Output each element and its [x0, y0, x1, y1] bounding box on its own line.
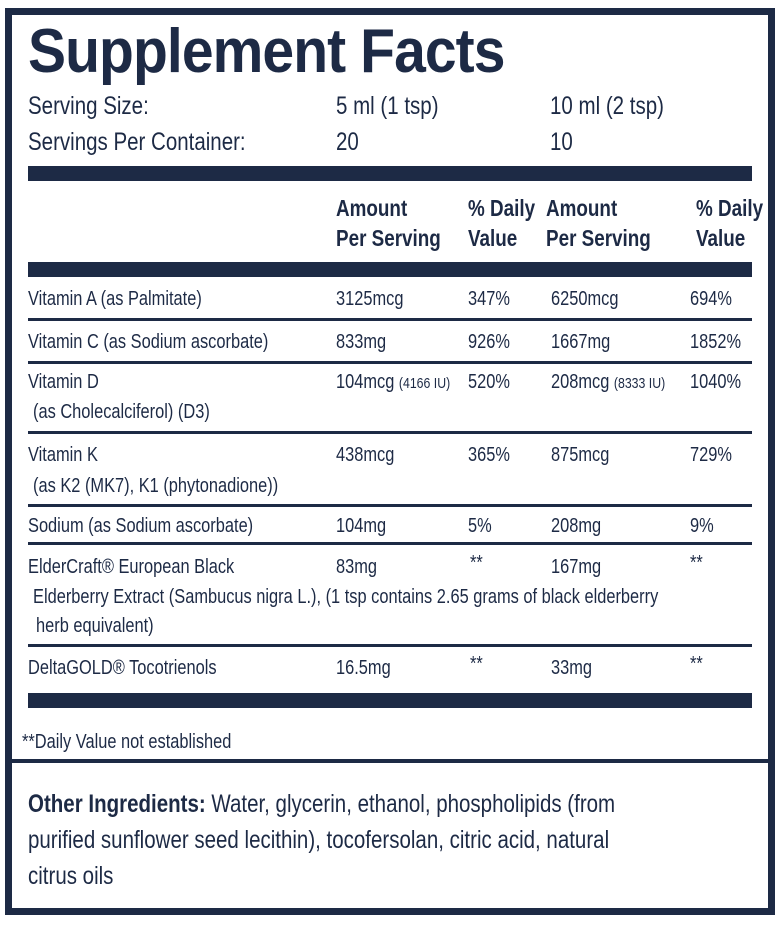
daily-value-2: 694% — [690, 288, 732, 310]
amount-1: 104mcg (4166 IU) — [336, 371, 451, 393]
amount-1: 3125mcg — [336, 288, 404, 310]
divider-bar — [28, 166, 752, 181]
nutrient-name: Vitamin A (as Palmitate) — [28, 288, 202, 310]
daily-value-1: 347% — [468, 288, 510, 310]
header-amount-2: Amount Per Serving — [546, 195, 651, 251]
nutrient-source-cont: herb equivalent) — [36, 615, 154, 637]
daily-value-1: ** — [470, 552, 483, 574]
header-amount-1: Amount Per Serving — [336, 195, 441, 251]
row-divider — [28, 504, 752, 507]
nutrient-name: Vitamin D — [28, 371, 99, 393]
daily-value-2: 1040% — [690, 371, 742, 393]
amount-1: 104mg — [336, 515, 387, 537]
daily-value-1: 520% — [468, 371, 510, 393]
nutrient-source: (as Cholecalciferol) (D3) — [33, 401, 210, 423]
divider-bar — [28, 693, 752, 708]
daily-value-1: 926% — [468, 331, 510, 353]
daily-value-2: ** — [690, 653, 703, 675]
daily-value-2: 9% — [690, 515, 714, 537]
amount-2: 875mcg — [551, 444, 610, 466]
footnote: **Daily Value not established — [22, 731, 232, 753]
other-ingredients: Other Ingredients: Water, glycerin, ethanol, phospholipids (from purified sunflower seed lecithin), tocofersolan, citric acid, natural citrus oils — [28, 790, 616, 890]
daily-value-2: 729% — [690, 444, 732, 466]
servings-per-container-1: 20 — [336, 128, 359, 156]
iu-1: (4166 IU) — [398, 375, 451, 392]
nutrient-source: (as K2 (MK7), K1 (phytonadione)) — [33, 475, 279, 497]
servings-per-container-label: Servings Per Container: — [28, 128, 246, 156]
amount-2: 208mg — [551, 515, 602, 537]
daily-value-1: 5% — [468, 515, 492, 537]
daily-value-2: ** — [690, 552, 703, 574]
header-dv-1: % Daily Value — [468, 195, 536, 251]
amount-2: 167mg — [551, 556, 602, 578]
amount-1: 833mg — [336, 331, 387, 353]
row-divider — [28, 542, 752, 545]
row-divider — [28, 431, 752, 434]
nutrient-source: Elderberry Extract (Sambucus nigra L.), (1 tsp contains 2.65 grams of black elderberry — [33, 586, 659, 608]
serving-size-2: 10 ml (2 tsp) — [550, 92, 664, 120]
amount-2: 1667mg — [551, 331, 611, 353]
serving-size-label: Serving Size: — [28, 92, 149, 120]
header-dv-2: % Daily Value — [696, 195, 764, 251]
daily-value-1: ** — [470, 653, 483, 675]
serving-size-1: 5 ml (1 tsp) — [336, 92, 439, 120]
daily-value-1: 365% — [468, 444, 510, 466]
servings-per-container-2: 10 — [550, 128, 573, 156]
nutrient-name: ElderCraft® European Black — [28, 556, 235, 578]
amount-1: 16.5mg — [336, 657, 391, 679]
amount-2: 208mcg (8333 IU) — [551, 371, 666, 393]
amount-1: 83mg — [336, 556, 378, 578]
row-divider — [28, 644, 752, 647]
divider-bar — [28, 262, 752, 277]
nutrient-name: Vitamin K — [28, 444, 98, 466]
amount-2: 6250mcg — [551, 288, 619, 310]
iu-2: (8333 IU) — [613, 375, 666, 392]
section-divider — [5, 759, 775, 763]
daily-value-2: 1852% — [690, 331, 742, 353]
label-title: Supplement Facts — [28, 17, 505, 86]
amount-2: 33mg — [551, 657, 593, 679]
other-ingredients-label: Other Ingredients: — [28, 790, 206, 818]
row-divider — [28, 318, 752, 321]
row-divider — [28, 361, 752, 364]
nutrient-name: DeltaGOLD® Tocotrienols — [28, 657, 217, 679]
amount-1: 438mcg — [336, 444, 395, 466]
nutrient-name: Sodium (as Sodium ascorbate) — [28, 515, 254, 537]
nutrient-name: Vitamin C (as Sodium ascorbate) — [28, 331, 269, 353]
